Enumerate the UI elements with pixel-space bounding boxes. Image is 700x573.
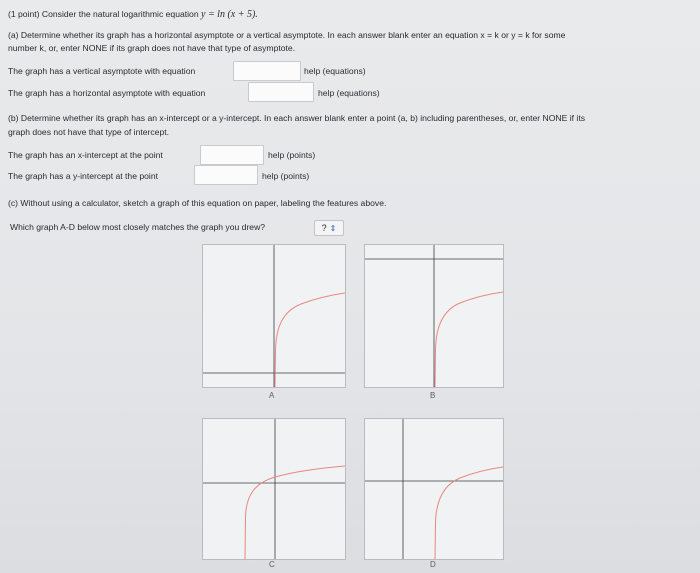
problem-equation: y = ln (x + 5). <box>201 9 258 20</box>
vertical-asymptote-input[interactable] <box>233 61 301 81</box>
graph-b-curve <box>435 292 503 387</box>
part-c-instructions: (c) Without using a calculator, sketch a graph of this equation on paper, labeling the features above. <box>8 198 387 208</box>
horizontal-asymptote-label: The graph has a horizontal asymptote with equation <box>8 88 206 98</box>
part-a-instructions-line1: (a) Determine whether its graph has a horizontal asymptote or a vertical asymptote. In each answer blank enter an equation x = k or y = k for some <box>8 30 566 40</box>
graph-d-label: D <box>430 560 436 569</box>
problem-header <box>8 9 258 20</box>
graph-choice-question: Which graph A-D below most closely matches the graph you drew? <box>10 222 266 232</box>
graph-b-label: B <box>430 391 436 400</box>
chevron-updown-icon: ⇕ <box>329 223 337 233</box>
part-b-instructions-line2: graph does not have that type of intercept. <box>8 127 170 137</box>
graph-a <box>202 244 346 388</box>
graph-a-label: A <box>269 391 275 400</box>
horizontal-asymptote-help-link[interactable]: help (equations) <box>318 88 380 98</box>
graph-c <box>202 418 346 560</box>
part-b-instructions-line1: (b) Determine whether its graph has an x-intercept or a y-intercept. In each answer blank enter a point (a, b) including parentheses, or, enter NONE if its <box>8 113 586 123</box>
x-intercept-input[interactable] <box>200 145 264 165</box>
graph-choice-select[interactable] <box>314 220 344 236</box>
y-intercept-help-link[interactable]: help (points) <box>262 171 310 181</box>
x-intercept-label: The graph has an x-intercept at the point <box>8 150 163 160</box>
vertical-asymptote-help-link[interactable]: help (equations) <box>304 66 366 76</box>
graph-choice-value: ? <box>321 223 327 233</box>
y-intercept-label: The graph has a y-intercept at the point <box>8 171 159 181</box>
y-intercept-input[interactable] <box>194 165 258 185</box>
x-intercept-help-link[interactable]: help (points) <box>268 150 316 160</box>
problem-intro: (1 point) Consider the natural logarithmic equation <box>8 9 201 19</box>
graph-c-curve <box>245 466 345 559</box>
part-a-instructions-line2: number k, or, enter NONE if its graph does not have that type of asymptote. <box>8 43 296 53</box>
graph-c-label: C <box>269 560 275 569</box>
vertical-asymptote-label: The graph has a vertical asymptote with equation <box>8 66 196 76</box>
horizontal-asymptote-input[interactable] <box>248 82 314 102</box>
graph-d <box>364 418 504 560</box>
graph-b <box>364 244 504 388</box>
